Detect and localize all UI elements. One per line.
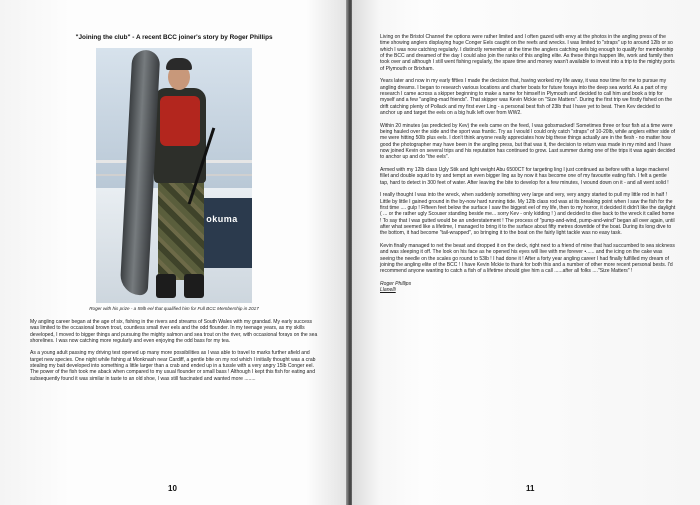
body-paragraph: Living on the Bristol Channel the options were rather limited and I often gazed with envy at the photos in the angling press of the time showing anglers displaying huge Conger Eels caught on the reefs and wrecks. I was limited to "straps" up to around 12lb or so which I was now catching regularly. I distinctly remember at the time the anglers catching eels big enough to qualify for membership of the BCC and dreamed of the day I could also join the ranks of this angling elite. As these things happen life, work and family then took over and although I still went fishing regularly, the spare time and money wasn't available to invest into a trip to the mighty ports of Plymouth or Brixham. — [380, 34, 675, 72]
author-location: Llanelli — [380, 287, 396, 294]
body-paragraph: My angling career began at the age of six, fishing in the rivers and streams of South Wales with my grandad. My early success was limited to the occasional brown trout, countless small river eels and the odd flounder. In my teenage years, as my skills developed, I moved to bigger things and pursuing the mighty salmon and sea trout on the river, with occasional forays on the sea shorelines. I was now catching more regularly and even enjoying the odd bass for my tea. — [30, 319, 318, 345]
body-paragraph: I really thought I was into the wreck, when suddenly something very large and very, very angry started to pull my little rod in half ! Little by little I gained ground in the by-now hard running tide. My 12lb class rod was at its breaking point when I saw the fish for the first time .... gulp ! Fifteen feet below the surface I saw the biggest eel of my life, then to my horror, it decided it didn't like the daylight ( ... or the rather ugly Scouser standing beside me... sorry Kev - only kidding ! ) and decided to dive back to the wreck it called home ! To say that I was gutted would be an understatement ! The process of "pump-and-wind, pump-and-wind" began all over again, until after what seemed like a lifetime, I managed to bring it to the surface about fifty metres downtide of the boat. During its long dive to the bottom, it had become "tail-wrapped", so bringing it to the boat on the fairly light tackle was no easy task. — [380, 192, 676, 237]
body-paragraph: Within 20 minutes (as predicted by Kev) the eels came on the feed, I was gobsmacked! Sometimes three or four fish at a time were being hauled over the side and the sport was frantic. Try as I would I could only catch "straps" of 10-20lb, while anglers either side of me were hitting 50lb plus eels. I don't think anyone really appreciates how big these things actually are in the flesh - no matter how good the photographer may have been in the angling press, but that was it, the decision to return was made in my mind and I have now joined Kevin on several trips and his reputation has continued to grow. Last summer during one of the trips it was again decided to anchor up and do "the eels". — [380, 122, 676, 161]
body-paragraph: Kevin finally managed to net the beast and dropped it on the deck, right next to a friend of mine that had succumbed to sea sickness and was sleeping it off. The look on his face as he opened his eyes will live with me forever •...... and the icing on the cake was seeing the needle on the scales go round to 53lb ! I had done it ! After a forty year angling career I had finally fulfilled my dream of joining the angling elite of the BCC ! I have Kevin Mckie to thank for both this and a number of other more recent personal bests. I'd recommend anyone wanting to catch a fish of a lifetime should give him a call ......after all folks ...."Size Matters" ! — [380, 243, 675, 275]
body-paragraph: Armed with my 12lb class Ugly Stik and light weight Abu 6500CT for targeting ling I just continued as before with a large mackerel fillet and double squid to try and tempt an even bigger ling as by now it has become one of my favourite eating fish. I felt a gentle tap, hard to detect in 300 feet of water. After leaving the bite to develop for a few minutes, I wound down on it - and all went solid ! — [380, 167, 669, 186]
photo-caption: Roger with his prize - a 59lb eel that qualified him for Full BCC Membership in 2017 — [89, 306, 259, 311]
author-name: Roger Phillips — [380, 281, 412, 288]
left-page — [0, 0, 348, 505]
body-paragraph: Years later and now in my early fifties I made the decision that, having worked my life away, it was now time for me to pursue my angling dreams. I began to research various locations and charter boats for future forays into the deep sea world. As a part of my research I came across a skipper beginning to make a name for himself in Plymouth and decided to call him and book a trip for myself and a few "angling-mad friends". That skipper was Kevin Mckie on "Size Matters". During the first trip we firstly fished on the drift catching plenty of Pollack and my first ever Ling - a personal best fish of 23lb that I have yet to beat. Then Kev decided to anchor up and target the eels on a big hulk left over from WW2. — [380, 78, 673, 117]
body-paragraph: As a young adult passing my driving test opened up many more possibilities as I was able to travel to marks further afield and target new species. One night while fishing at Monknash near Cardiff, a gentle bite on my rod which I initially thought was a crab stealing my bait developed into something a little larger than a crab and ended up in a tussle with a very angry 15lb Conger eel. The power of the fish took me aback when compared to my usual flounder or small bass ! Although I kept this fish for eating and subsequently found it was similar in taste to an old shoe, I was still fascinated and wanted more ........ — [30, 350, 316, 382]
right-page — [352, 0, 700, 505]
angler-eel-photo — [96, 48, 252, 303]
photo-brand-text: okuma — [206, 214, 238, 224]
page-number: 10 — [168, 484, 177, 493]
article-title: "Joining the club" - A recent BCC joiner's story by Roger Phillips — [75, 34, 273, 41]
author-signoff — [380, 281, 676, 294]
page-number: 11 — [526, 484, 535, 493]
